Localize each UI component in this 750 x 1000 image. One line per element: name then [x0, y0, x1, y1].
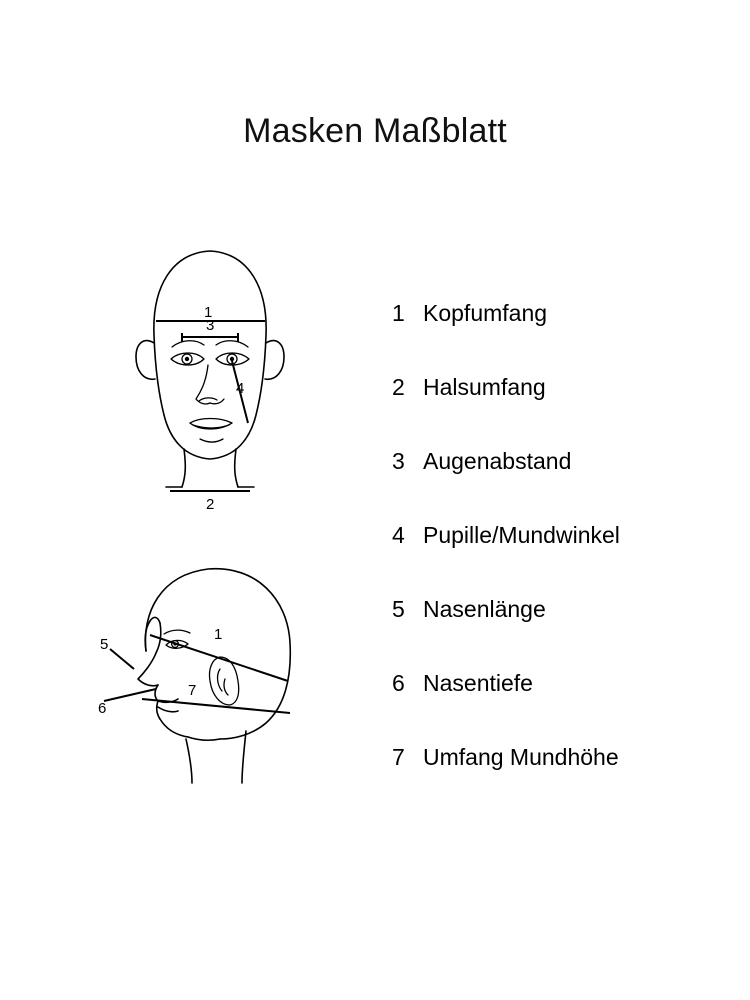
legend-number-7: 7	[392, 744, 405, 770]
legend-number-3: 3	[392, 448, 405, 474]
marker-7-profile: 7	[188, 682, 197, 699]
legend-item-2	[392, 374, 722, 448]
legend-item-5	[392, 596, 722, 670]
profile-head-diagram	[60, 517, 360, 797]
marker-5-profile: 5	[100, 636, 109, 653]
marker-1-front: 1	[204, 304, 213, 321]
marker-3-front: 3	[206, 317, 215, 334]
legend-label-1: Kopfumfang	[423, 300, 548, 326]
legend-number-1: 1	[392, 300, 405, 326]
legend-item-7	[392, 744, 722, 818]
legend-number-2: 2	[392, 374, 405, 400]
legend-label-4: Pupille/Mundwinkel	[423, 522, 620, 548]
page-title: Masken Maßblatt	[243, 112, 507, 150]
marker-6-profile: 6	[98, 700, 107, 717]
legend-number-4: 4	[392, 522, 405, 548]
legend-number-6: 6	[392, 670, 405, 696]
legend-item-6	[392, 670, 722, 744]
legend-item-3	[392, 448, 722, 522]
legend-number-5: 5	[392, 596, 405, 622]
front-head-diagram	[60, 225, 360, 515]
figure-group	[60, 225, 360, 785]
legend-label-3: Augenabstand	[423, 448, 572, 474]
legend-list	[392, 300, 722, 818]
legend-label-2: Halsumfang	[423, 374, 546, 400]
marker-2-front: 2	[206, 496, 215, 513]
marker-1-profile: 1	[214, 626, 223, 643]
legend-item-4	[392, 522, 722, 596]
legend-label-6: Nasentiefe	[423, 670, 533, 696]
marker-4-front: 4	[236, 380, 245, 397]
legend-label-7: Umfang Mundhöhe	[423, 744, 619, 770]
legend-label-5: Nasenlänge	[423, 596, 546, 622]
legend-item-1	[392, 300, 722, 374]
